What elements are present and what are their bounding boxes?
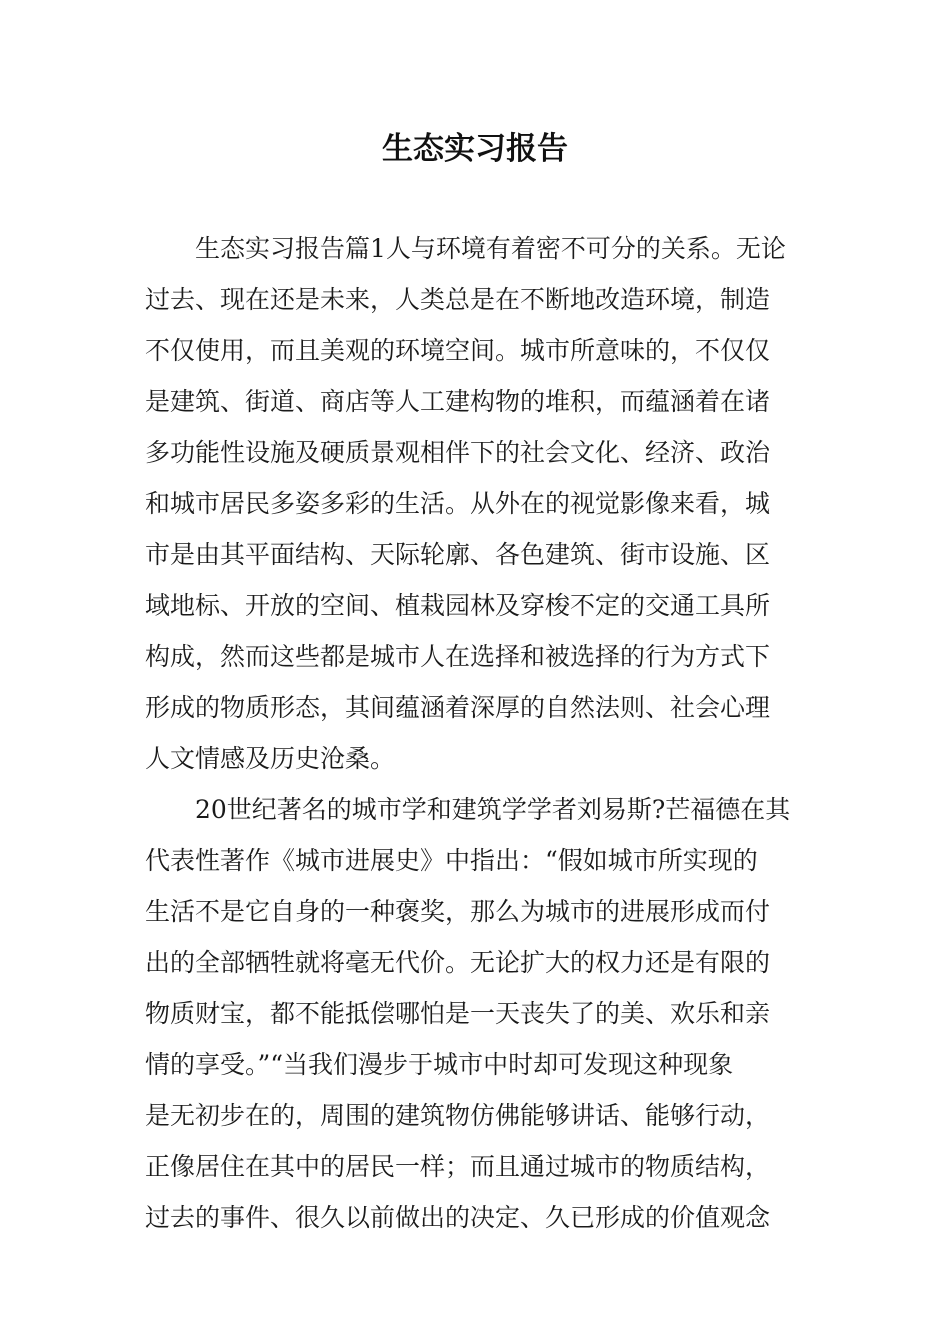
text-line: 市是由其平面结构、天际轮廓、各色建筑、街市设施、区 bbox=[145, 540, 771, 569]
text-line: 人文情感及历史沧桑。 bbox=[145, 744, 396, 773]
text-line: 过去的事件、很久以前做出的决定、久已形成的价值观念 bbox=[145, 1203, 771, 1232]
text-line: 过去、现在还是未来，人类总是在不断地改造环境，制造 bbox=[145, 285, 771, 314]
text-line: 多功能性设施及硬质景观相伴下的社会文化、经济、政治 bbox=[145, 438, 771, 467]
paragraph-1 bbox=[145, 223, 815, 784]
text-line: 代表性著作《城市进展史》中指出：“假如城市所实现的 bbox=[145, 846, 758, 875]
paragraph-2 bbox=[145, 784, 815, 1243]
text-line: 生态实习报告篇1人与环境有着密不可分的关系。无论 bbox=[195, 234, 786, 263]
text-line: 情的享受。”“当我们漫步于城市中时却可发现这种现象 bbox=[145, 1050, 734, 1079]
text-line: 构成，然而这些都是城市人在选择和被选择的行为方式下 bbox=[145, 642, 771, 671]
document-body bbox=[145, 223, 815, 1243]
text-line: 域地标、开放的空间、植栽园林及穿梭不定的交通工具所 bbox=[145, 591, 771, 620]
text-line: 是无初步在的，周围的建筑物仿佛能够讲话、能够行动， bbox=[145, 1101, 771, 1130]
text-line: 生活不是它自身的一种褒奖，那么为城市的进展形成而付 bbox=[145, 897, 771, 926]
text-line: 是建筑、街道、商店等人工建构物的堆积，而蕴涵着在诸 bbox=[145, 387, 771, 416]
text-line: 形成的物质形态，其间蕴涵着深厚的自然法则、社会心理 bbox=[145, 693, 771, 722]
text-line: 不仅使用，而且美观的环境空间。城市所意味的，不仅仅 bbox=[145, 336, 771, 365]
text-line: 和城市居民多姿多彩的生活。从外在的视觉影像来看，城 bbox=[145, 489, 771, 518]
document-title: 生态实习报告 bbox=[382, 131, 568, 167]
text-line: 正像居住在其中的居民一样；而且通过城市的物质结构， bbox=[145, 1152, 771, 1181]
text-line: 出的全部牺牲就将毫无代价。无论扩大的权力还是有限的 bbox=[145, 948, 771, 977]
text-line: 物质财宝，都不能抵偿哪怕是一天丧失了的美、欢乐和亲 bbox=[145, 999, 771, 1028]
text-line: 20世纪著名的城市学和建筑学学者刘易斯?芒福德在其 bbox=[195, 795, 791, 824]
